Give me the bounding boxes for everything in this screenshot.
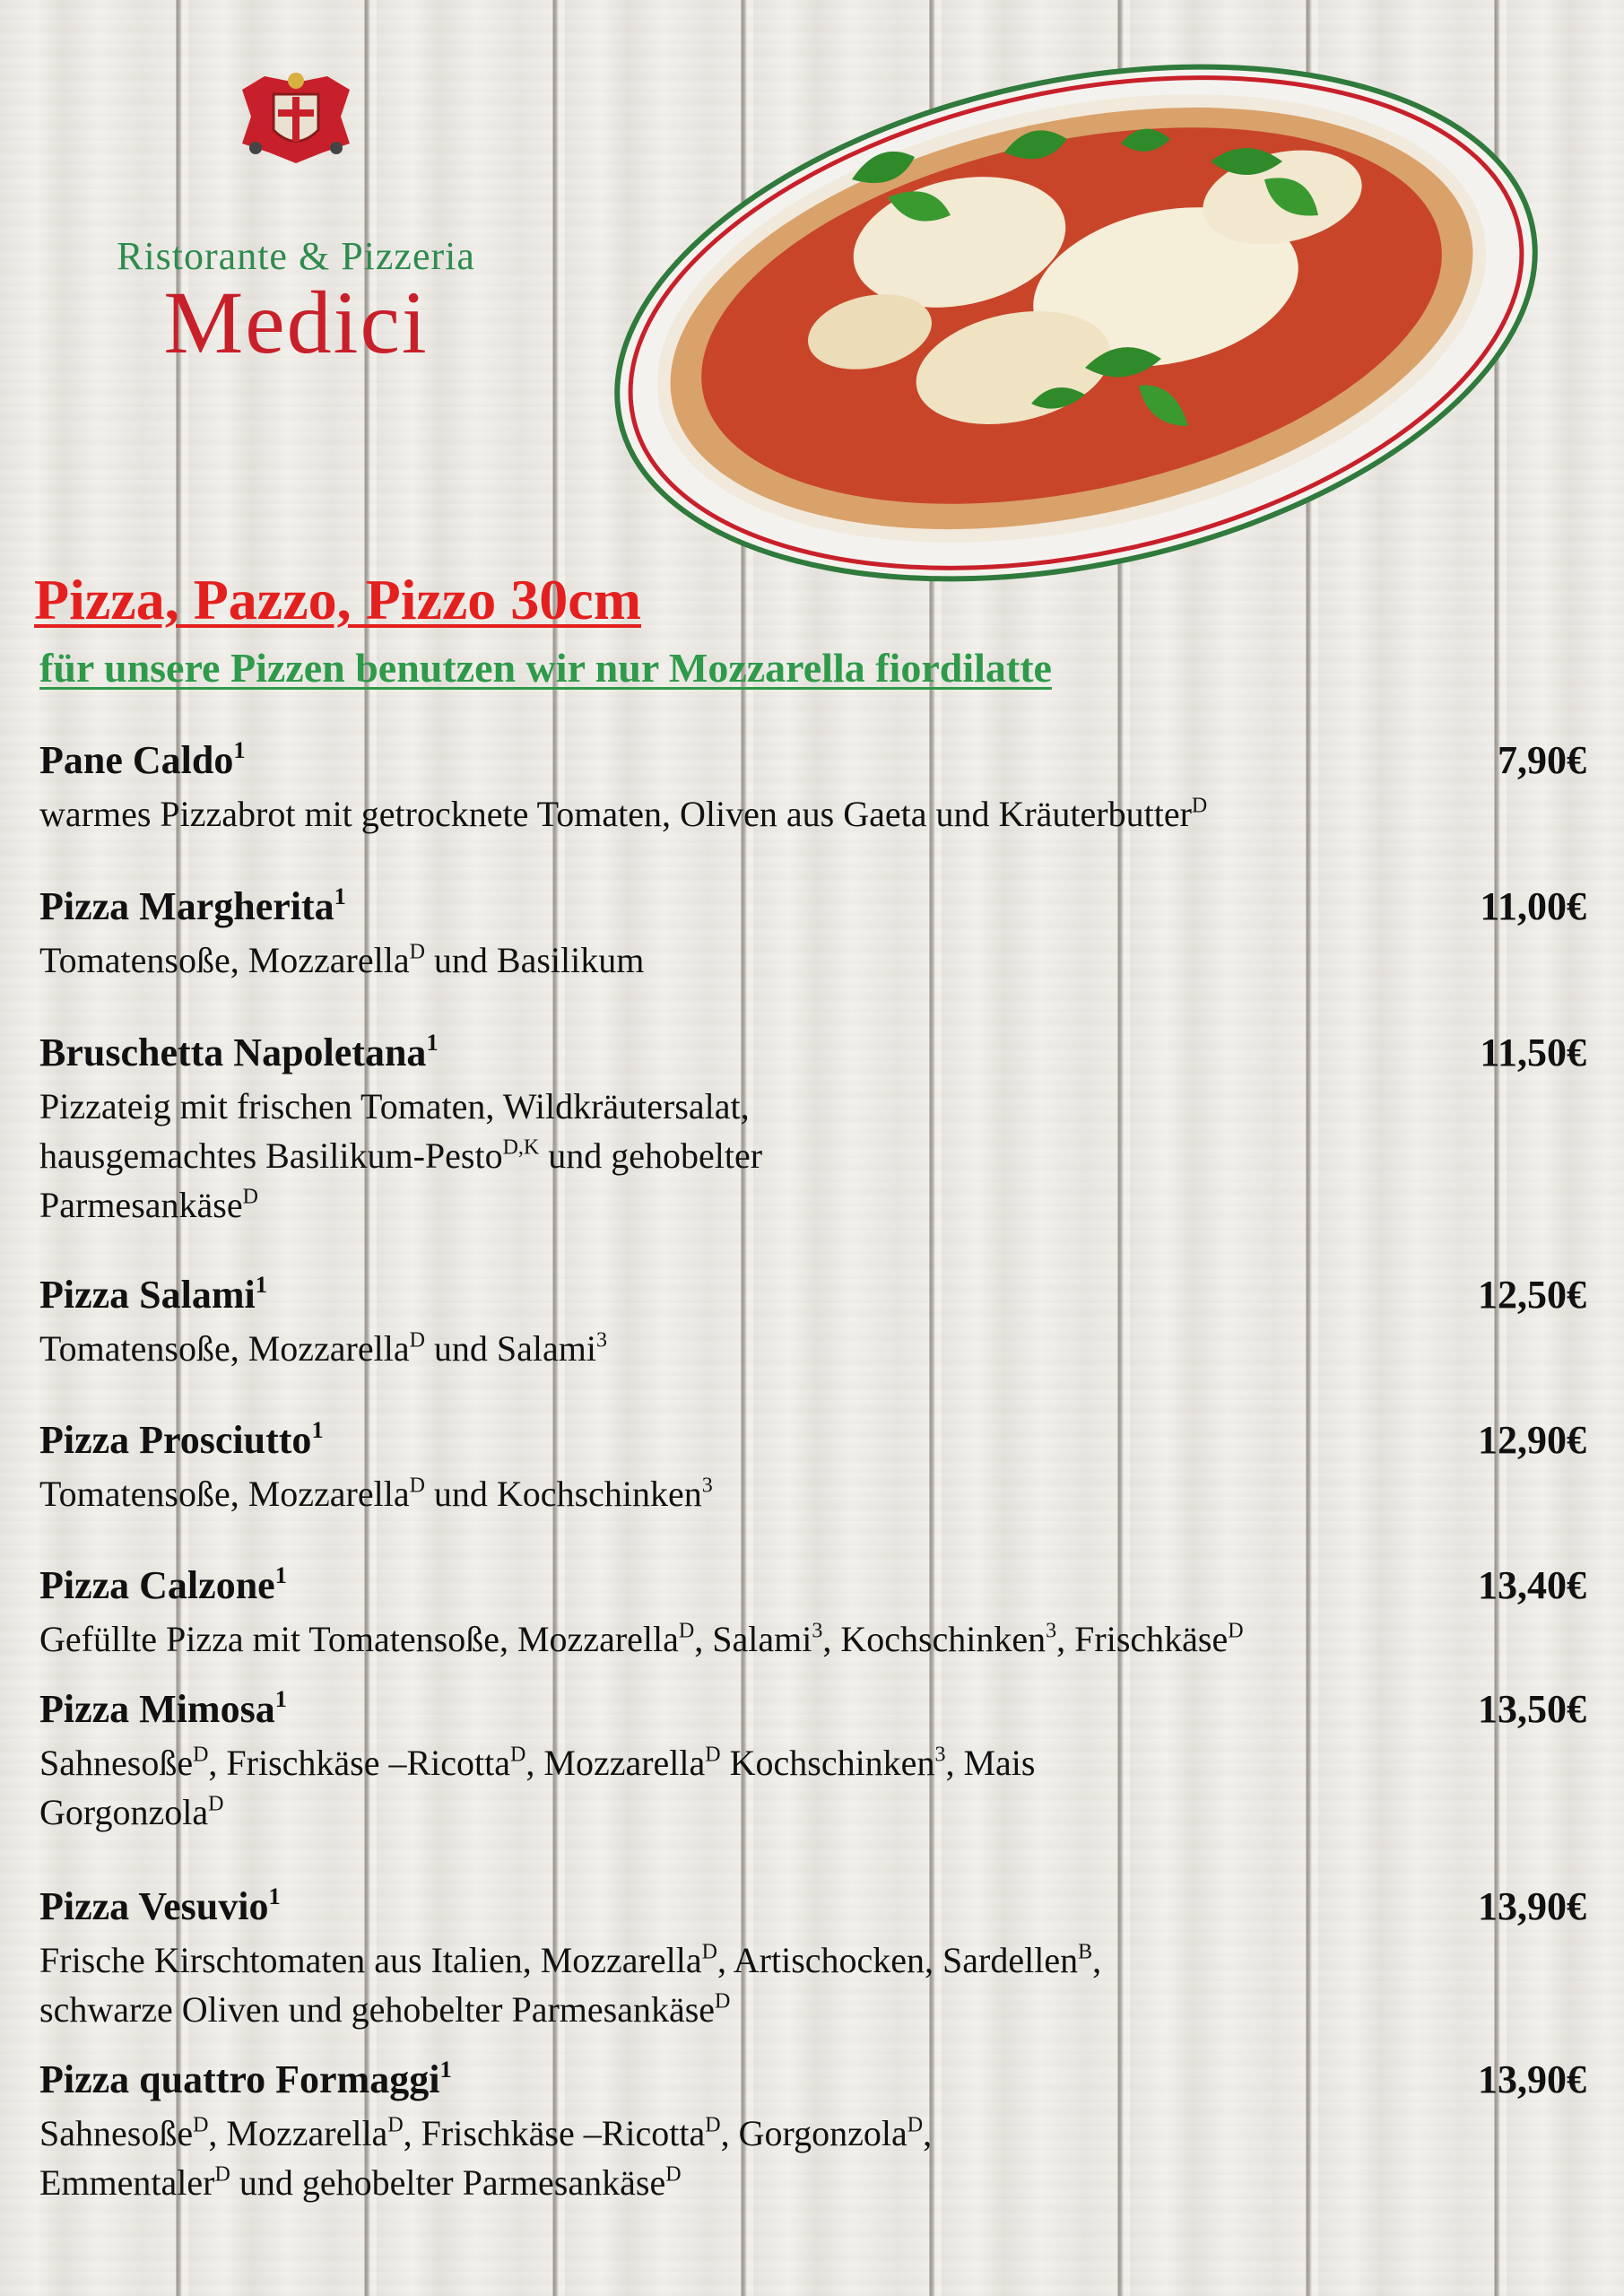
allergen-marker: 1: [274, 1561, 287, 1588]
allergen-marker: D,K: [502, 1135, 540, 1160]
menu-item-description: [39, 1935, 1528, 2034]
menu-item-price: 11,50€: [1480, 1031, 1586, 1074]
menu-item-price: 13,90€: [1478, 1884, 1586, 1928]
menu-item-name: Pane Caldo$^1$: [39, 735, 246, 782]
menu-item-description: [39, 1469, 1528, 1518]
allergen-marker: D: [208, 1792, 224, 1816]
menu-item-name: Pizza Vesuvio$^1$: [39, 1882, 281, 1928]
description-line: Parmesankäse$^D$: [39, 1185, 258, 1225]
menu-item-description: [39, 2109, 1528, 2207]
menu-item-price: 7,90€: [1498, 738, 1586, 782]
allergen-marker: D: [907, 2113, 924, 2137]
menu-item-header: [39, 737, 1586, 789]
menu-item-price: 13,90€: [1478, 2057, 1586, 2101]
allergen-marker: 1: [334, 882, 346, 909]
menu-item-price: 11,00€: [1480, 884, 1586, 928]
description-line: Tomatensoße, Mozzarella$^D$ und Kochschinken$^3$: [39, 1474, 713, 1514]
allergen-marker: 1: [274, 1684, 287, 1712]
allergen-marker: D: [1228, 1619, 1244, 1643]
allergen-marker: D: [387, 2113, 404, 2137]
description-line: schwarze Oliven und gehobelter Parmesankäse$^D$: [39, 1989, 731, 2030]
allergen-marker: 3: [934, 1743, 946, 1767]
menu-item-name: Pizza quattro Formaggi$^1$: [39, 2055, 452, 2101]
allergen-marker: 3: [1046, 1619, 1057, 1643]
allergen-marker: D: [242, 1185, 258, 1209]
allergen-marker: D: [705, 2113, 721, 2137]
allergen-marker: D: [193, 2113, 209, 2137]
menu-item-description: [39, 1324, 1528, 1373]
allergen-marker: 1: [268, 1882, 281, 1909]
menu-item-name: Pizza Margherita$^1$: [39, 882, 346, 928]
description-line: Sahnesoße$^D$, Frischkäse –Ricotta$^D$, Mozzarella$^D$ Kochschinken$^3$, Mais: [39, 1743, 1036, 1783]
menu-item: [39, 1883, 1586, 2034]
description-line: Gorgonzola$^D$: [39, 1792, 224, 1832]
medici-crest-icon: [224, 63, 368, 170]
allergen-marker: D: [665, 2162, 682, 2187]
description-line: warmes Pizzabrot mit getrocknete Tomaten, Oliven aus Gaeta und Kräuterbutter$^D$: [39, 794, 1208, 834]
allergen-marker: D: [409, 1474, 425, 1498]
menu-item-header: [39, 1030, 1586, 1082]
pizza-margherita-plate-image: [583, 63, 1569, 583]
allergen-marker: 1: [426, 1028, 439, 1056]
description-line: hausgemachtes Basilikum-Pesto$^{D,K}$ und gehobelter: [39, 1135, 763, 1176]
allergen-marker: 3: [701, 1474, 713, 1498]
allergen-marker: D: [510, 1743, 526, 1767]
description-line: Tomatensoße, Mozzarella$^D$ und Basilikum: [39, 940, 645, 980]
allergen-marker: B: [1078, 1940, 1093, 1964]
allergen-marker: 1: [311, 1415, 324, 1443]
allergen-marker: D: [214, 2162, 230, 2187]
menu-item-price: 13,50€: [1478, 1687, 1586, 1731]
menu-item-header: [39, 1686, 1586, 1738]
menu-item-price: 12,50€: [1478, 1273, 1586, 1317]
menu-item-header: [39, 1272, 1586, 1324]
menu-item: [39, 1562, 1586, 1664]
allergen-marker: D: [678, 1619, 695, 1643]
restaurant-logo: [45, 63, 547, 372]
menu-item-name: Pizza Mimosa$^1$: [39, 1684, 287, 1731]
allergen-marker: D: [1191, 794, 1208, 818]
description-line: Tomatensoße, Mozzarella$^D$ und Salami$^3$: [39, 1328, 608, 1369]
menu-item-description: [39, 1738, 1528, 1837]
menu-item-description: [39, 935, 1528, 985]
menu-item-name: Pizza Calzone$^1$: [39, 1561, 287, 1607]
menu-item-header: [39, 1883, 1586, 1935]
menu-item-name: Bruschetta Napoletana$^1$: [39, 1028, 439, 1074]
menu-item: [39, 1686, 1586, 1837]
allergen-marker: 1: [233, 735, 246, 763]
allergen-marker: 3: [812, 1619, 823, 1643]
menu-item: [39, 1417, 1586, 1518]
menu-section-title: Pizza, Pazzo, Pizzo 30cm: [34, 568, 641, 631]
description-line: Gefüllte Pizza mit Tomatensoße, Mozzarella$^D$, Salami$^3$, Kochschinken$^3$, Frischkäse$^D$: [39, 1619, 1244, 1659]
allergen-marker: D: [701, 1940, 717, 1964]
menu-item-header: [39, 1562, 1586, 1614]
logo-subtitle: Ristorante & Pizzeria: [117, 234, 475, 278]
allergen-marker: 1: [439, 2055, 452, 2083]
menu-item-header: [39, 2057, 1586, 2109]
allergen-marker: D: [409, 1328, 425, 1352]
description-line: Frische Kirschtomaten aus Italien, Mozzarella$^D$, Artischocken, Sardellen$^B$,: [39, 1940, 1102, 1980]
menu-item-description: [39, 1082, 1528, 1230]
allergen-marker: 3: [596, 1328, 608, 1352]
menu-item: [39, 2057, 1586, 2207]
allergen-marker: 1: [255, 1270, 267, 1298]
allergen-marker: D: [705, 1743, 721, 1767]
description-line: Sahnesoße$^D$, Mozzarella$^D$, Frischkäse –Ricotta$^D$, Gorgonzola$^D$,: [39, 2113, 933, 2153]
menu-item-name: Pizza Salami$^1$: [39, 1270, 267, 1317]
menu-item-price: 13,40€: [1478, 1563, 1586, 1607]
allergen-marker: D: [409, 940, 425, 964]
menu-item: [39, 883, 1586, 985]
allergen-marker: D: [193, 1743, 209, 1767]
allergen-marker: D: [715, 1989, 731, 2013]
menu-item-price: 12,90€: [1478, 1418, 1586, 1462]
menu-item: [39, 737, 1586, 839]
menu-item-description: [39, 789, 1528, 839]
menu-item: [39, 1272, 1586, 1373]
menu-item: [39, 1030, 1586, 1230]
description-line: Pizzateig mit frischen Tomaten, Wildkräutersalat,: [39, 1086, 750, 1126]
menu-item-description: [39, 1614, 1528, 1664]
menu-item-header: [39, 883, 1586, 935]
description-line: Emmentaler$^D$ und gehobelter Parmesankäse$^D$: [39, 2162, 682, 2203]
logo-name: Medici: [163, 273, 429, 372]
menu-section-subtitle: für unsere Pizzen benutzen wir nur Mozzarella fiordilatte: [39, 645, 1052, 691]
menu-item-header: [39, 1417, 1586, 1469]
menu-item-name: Pizza Prosciutto$^1$: [39, 1415, 324, 1462]
